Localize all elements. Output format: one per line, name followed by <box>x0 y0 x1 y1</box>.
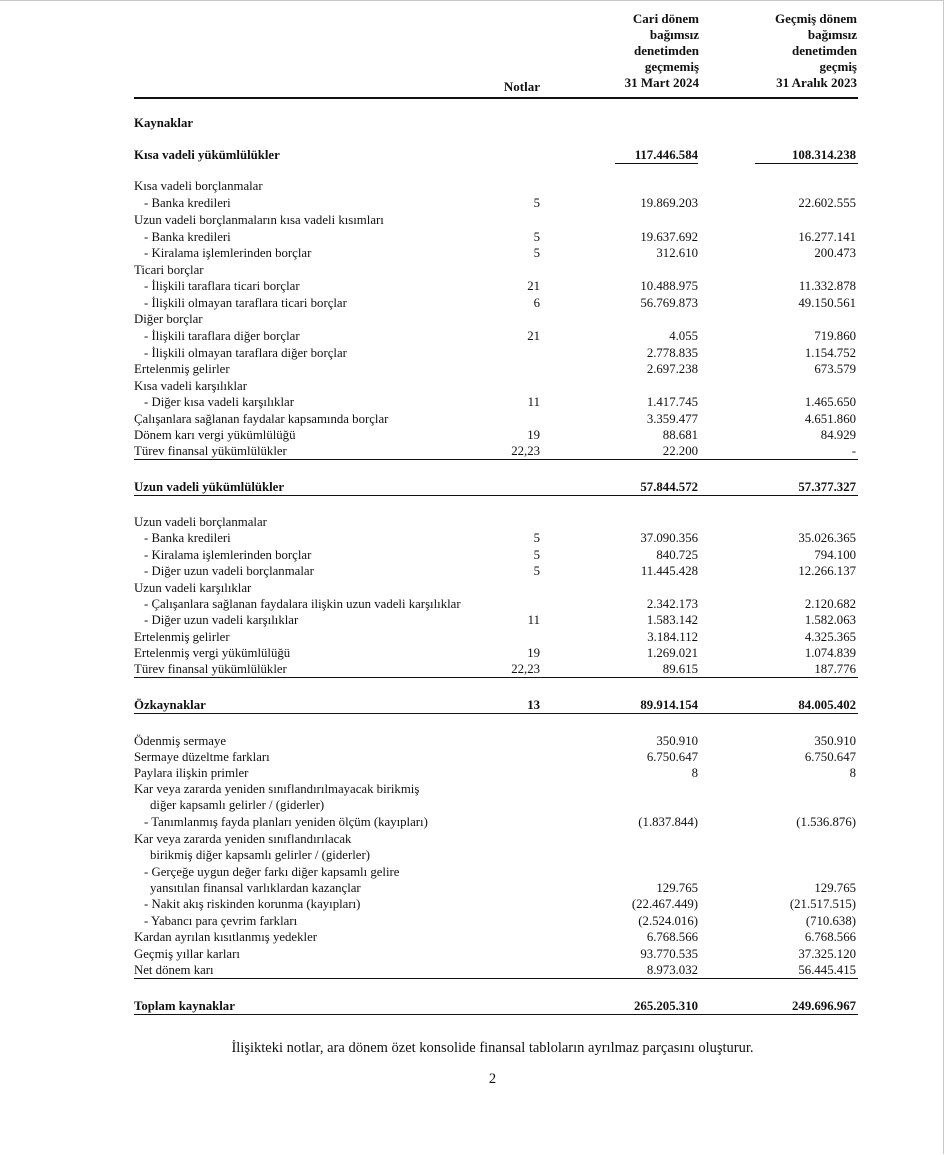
row-current-value: 312.610 <box>656 246 698 260</box>
row-previous-value: 719.860 <box>814 329 856 343</box>
row-note: 5 <box>533 548 540 562</box>
row-note: 13 <box>527 698 540 712</box>
row-note: 5 <box>533 196 540 210</box>
row-label: Kar veya zararda yeniden sınıflandırılmayacak birikmiş <box>134 782 420 796</box>
row-current-value: 4.055 <box>669 329 698 343</box>
row-label: - Gerçeğe uygun değer farkı diğer kapsamlı gelire <box>144 865 400 879</box>
row-previous-value: 37.325.120 <box>798 947 856 961</box>
row-label: yansıtılan finansal varlıklardan kazançlar <box>150 881 361 895</box>
row-label: Ertelenmiş gelirler <box>134 630 230 644</box>
row-previous-value: 56.445.415 <box>798 963 856 977</box>
row-note: 11 <box>527 395 540 409</box>
column-header-notes: Notlar <box>503 79 540 94</box>
table-row <box>0 929 945 945</box>
row-current-value: 6.750.647 <box>646 750 698 764</box>
row-label: - Kiralama işlemlerinden borçlar <box>144 246 312 260</box>
row-note: 21 <box>527 329 540 343</box>
row-label: Kısa vadeli borçlanmalar <box>134 179 263 193</box>
table-row <box>0 229 945 245</box>
row-current-value: (2.524.016) <box>638 914 698 928</box>
table-row <box>0 245 945 261</box>
row-label: Kaynaklar <box>134 116 194 130</box>
table-row <box>0 443 945 459</box>
footer-note: İlişikteki notlar, ara dönem özet konsolide finansal tabloların ayrılmaz parçasını oluşturur. <box>231 1040 754 1056</box>
section-row <box>0 998 945 1014</box>
row-current-value: 22.200 <box>662 444 698 458</box>
table-rule <box>755 163 858 164</box>
row-label: Uzun vadeli borçlanmalar <box>134 515 267 529</box>
row-label: Paylara ilişkin primler <box>134 766 249 780</box>
table-row <box>0 880 945 896</box>
row-previous-value: 187.776 <box>814 662 856 676</box>
row-current-value: 37.090.356 <box>640 531 698 545</box>
table-rule <box>134 978 858 979</box>
row-current-value: 265.205.310 <box>634 999 698 1013</box>
row-label: Ödenmiş sermaye <box>134 734 227 748</box>
row-previous-value: 57.377.327 <box>798 480 856 494</box>
row-label: diğer kapsamlı gelirler / (giderler) <box>150 798 325 812</box>
table-row <box>0 427 945 443</box>
row-current-value: 2.697.238 <box>646 362 698 376</box>
row-label: birikmiş diğer kapsamlı gelirler / (giderler) <box>150 848 370 862</box>
row-previous-value: 11.332.878 <box>798 279 856 293</box>
row-previous-value: 1.154.752 <box>804 346 856 360</box>
row-label: Ertelenmiş gelirler <box>134 362 230 376</box>
table-row <box>0 645 945 661</box>
table-rule <box>134 677 858 678</box>
row-previous-value: 129.765 <box>814 881 856 895</box>
row-current-value: 11.445.428 <box>640 564 698 578</box>
row-current-value: 8.973.032 <box>646 963 698 977</box>
row-previous-value: 12.266.137 <box>798 564 856 578</box>
row-previous-value: - <box>851 444 856 458</box>
row-label: Toplam kaynaklar <box>134 999 235 1013</box>
table-row <box>0 612 945 628</box>
table-row <box>0 311 945 327</box>
row-label: - Banka kredileri <box>144 230 231 244</box>
row-previous-value: 6.750.647 <box>804 750 856 764</box>
row-current-value: (22.467.449) <box>631 897 698 911</box>
row-label: Özkaynaklar <box>134 698 206 712</box>
row-previous-value: 22.602.555 <box>798 196 856 210</box>
row-previous-value: (710.638) <box>805 914 856 928</box>
table-row <box>0 814 945 830</box>
row-label: Türev finansal yükümlülükler <box>134 662 287 676</box>
row-previous-value: 49.150.561 <box>798 296 856 310</box>
section-row <box>0 697 945 713</box>
table-row <box>0 378 945 394</box>
row-previous-value: 108.314.238 <box>792 148 856 162</box>
row-label: Kısa vadeli yükümlülükler <box>134 148 280 162</box>
header-line: geçmemiş <box>644 59 699 74</box>
row-current-value: 1.583.142 <box>646 613 698 627</box>
table-row <box>0 962 945 978</box>
row-previous-value: 249.696.967 <box>792 999 856 1013</box>
table-rule <box>134 495 858 496</box>
row-note: 6 <box>533 296 540 310</box>
row-label: - Diğer kısa vadeli karşılıklar <box>144 395 294 409</box>
row-note: 5 <box>533 564 540 578</box>
row-previous-value: 16.277.141 <box>798 230 856 244</box>
row-label: Uzun vadeli borçlanmaların kısa vadeli kısımları <box>134 213 384 227</box>
section-row <box>0 147 945 163</box>
table-row <box>0 328 945 344</box>
row-note: 5 <box>533 531 540 545</box>
table-row <box>0 195 945 211</box>
header-line: bağımsız <box>807 27 857 42</box>
row-current-value: 117.446.584 <box>634 148 698 162</box>
table-row <box>0 781 945 797</box>
table-row <box>0 913 945 929</box>
column-header-current-period <box>590 11 699 91</box>
table-row <box>0 749 945 765</box>
section-row <box>0 115 945 131</box>
header-line: denetimden <box>792 43 857 58</box>
header-line: denetimden <box>634 43 699 58</box>
row-label: - Diğer uzun vadeli karşılıklar <box>144 613 299 627</box>
row-previous-value: 673.579 <box>814 362 856 376</box>
row-previous-value: 794.100 <box>814 548 856 562</box>
header-line: geçmiş <box>819 59 857 74</box>
row-current-value: 3.359.477 <box>646 412 698 426</box>
row-label: Kar veya zararda yeniden sınıflandırılacak <box>134 832 352 846</box>
row-previous-value: 1.582.063 <box>804 613 856 627</box>
row-label: Uzun vadeli karşılıklar <box>134 581 252 595</box>
row-label: - Nakit akış riskinden korunma (kayıpları) <box>144 897 361 911</box>
header-line: 31 Aralık 2023 <box>776 75 857 90</box>
row-current-value: 57.844.572 <box>640 480 698 494</box>
row-label: - İlişkili olmayan taraflara diğer borçlar <box>144 346 347 360</box>
row-current-value: 10.488.975 <box>640 279 698 293</box>
row-previous-value: (1.536.876) <box>796 815 856 829</box>
row-label: Sermaye düzeltme farkları <box>134 750 270 764</box>
table-row <box>0 847 945 863</box>
table-row <box>0 946 945 962</box>
row-label: Dönem karı vergi yükümlülüğü <box>134 428 296 442</box>
row-current-value: 8 <box>691 766 698 780</box>
header-line: Geçmiş dönem <box>775 11 857 26</box>
row-label: Çalışanlara sağlanan faydalar kapsamında borçlar <box>134 412 389 426</box>
table-row <box>0 765 945 781</box>
row-previous-value: 8 <box>849 766 856 780</box>
row-current-value: 129.765 <box>656 881 698 895</box>
row-current-value: 1.269.021 <box>646 646 698 660</box>
row-label: - Banka kredileri <box>144 531 231 545</box>
row-label: - Tanımlanmış fayda planları yeniden ölçüm (kayıpları) <box>144 815 428 829</box>
row-current-value: 350.910 <box>656 734 698 748</box>
table-row <box>0 563 945 579</box>
table-row <box>0 896 945 912</box>
row-previous-value: 84.929 <box>820 428 856 442</box>
row-previous-value: 84.005.402 <box>798 698 856 712</box>
row-current-value: 19.637.692 <box>640 230 698 244</box>
row-current-value: 840.725 <box>656 548 698 562</box>
row-label: Net dönem karı <box>134 963 214 977</box>
row-note: 19 <box>527 646 540 660</box>
row-label: Ticari borçlar <box>134 263 204 277</box>
table-row <box>0 661 945 677</box>
table-row <box>0 212 945 228</box>
row-current-value: 6.768.566 <box>646 930 698 944</box>
row-label: - Diğer uzun vadeli borçlanmalar <box>144 564 314 578</box>
row-current-value: 2.342.173 <box>646 597 698 611</box>
table-row <box>0 797 945 813</box>
row-label: Türev finansal yükümlülükler <box>134 444 287 458</box>
table-row <box>0 394 945 410</box>
row-note: 19 <box>527 428 540 442</box>
table-row <box>0 345 945 361</box>
row-previous-value: 200.473 <box>814 246 856 260</box>
row-label: Kardan ayrılan kısıtlanmış yedekler <box>134 930 318 944</box>
row-previous-value: 35.026.365 <box>798 531 856 545</box>
table-row <box>0 596 945 612</box>
header-line: Cari dönem <box>632 11 699 26</box>
page-number: 2 <box>488 1071 497 1087</box>
row-note: 21 <box>527 279 540 293</box>
row-note: 5 <box>533 246 540 260</box>
table-row <box>0 361 945 377</box>
table-row <box>0 864 945 880</box>
table-row <box>0 278 945 294</box>
header-line: bağımsız <box>649 27 699 42</box>
table-row <box>0 514 945 530</box>
row-current-value: 19.869.203 <box>640 196 698 210</box>
row-label: - İlişkili taraflara diğer borçlar <box>144 329 300 343</box>
column-header-previous-period <box>740 11 857 91</box>
row-note: 5 <box>533 230 540 244</box>
row-label: Ertelenmiş vergi yükümlülüğü <box>134 646 291 660</box>
row-note: 22,23 <box>511 662 540 676</box>
table-row <box>0 295 945 311</box>
table-row <box>0 733 945 749</box>
row-previous-value: (21.517.515) <box>789 897 856 911</box>
row-note: 11 <box>527 613 540 627</box>
row-label: - Yabancı para çevrim farkları <box>144 914 298 928</box>
row-current-value: 89.615 <box>662 662 698 676</box>
table-rule <box>134 713 858 714</box>
row-label: Uzun vadeli yükümlülükler <box>134 480 285 494</box>
header-rule <box>134 97 858 99</box>
section-row <box>0 479 945 495</box>
row-label: - İlişkili olmayan taraflara ticari borçlar <box>144 296 347 310</box>
table-row <box>0 262 945 278</box>
row-current-value: (1.837.844) <box>638 815 698 829</box>
row-label: Geçmiş yıllar karları <box>134 947 240 961</box>
row-previous-value: 2.120.682 <box>804 597 856 611</box>
row-label: Kısa vadeli karşılıklar <box>134 379 248 393</box>
row-current-value: 88.681 <box>662 428 698 442</box>
row-previous-value: 4.651.860 <box>804 412 856 426</box>
row-current-value: 1.417.745 <box>646 395 698 409</box>
row-previous-value: 350.910 <box>814 734 856 748</box>
row-label: - Çalışanlara sağlanan faydalara ilişkin uzun vadeli karşılıklar <box>144 597 461 611</box>
table-row <box>0 178 945 194</box>
row-previous-value: 4.325.365 <box>804 630 856 644</box>
table-rule <box>134 459 858 460</box>
row-label: - Banka kredileri <box>144 196 231 210</box>
row-previous-value: 1.074.839 <box>804 646 856 660</box>
row-label: Diğer borçlar <box>134 312 203 326</box>
table-rule <box>615 163 698 164</box>
header-line: 31 Mart 2024 <box>624 75 699 90</box>
table-row <box>0 530 945 546</box>
table-rule <box>134 1014 858 1015</box>
row-current-value: 89.914.154 <box>640 698 698 712</box>
row-previous-value: 1.465.650 <box>804 395 856 409</box>
row-current-value: 3.184.112 <box>647 630 698 644</box>
row-previous-value: 6.768.566 <box>804 930 856 944</box>
row-current-value: 2.778.835 <box>646 346 698 360</box>
row-note: 22,23 <box>511 444 540 458</box>
table-row <box>0 411 945 427</box>
table-row <box>0 831 945 847</box>
row-current-value: 56.769.873 <box>640 296 698 310</box>
row-label: - Kiralama işlemlerinden borçlar <box>144 548 312 562</box>
table-row <box>0 629 945 645</box>
table-row <box>0 547 945 563</box>
row-current-value: 93.770.535 <box>640 947 698 961</box>
row-label: - İlişkili taraflara ticari borçlar <box>144 279 300 293</box>
table-row <box>0 580 945 596</box>
